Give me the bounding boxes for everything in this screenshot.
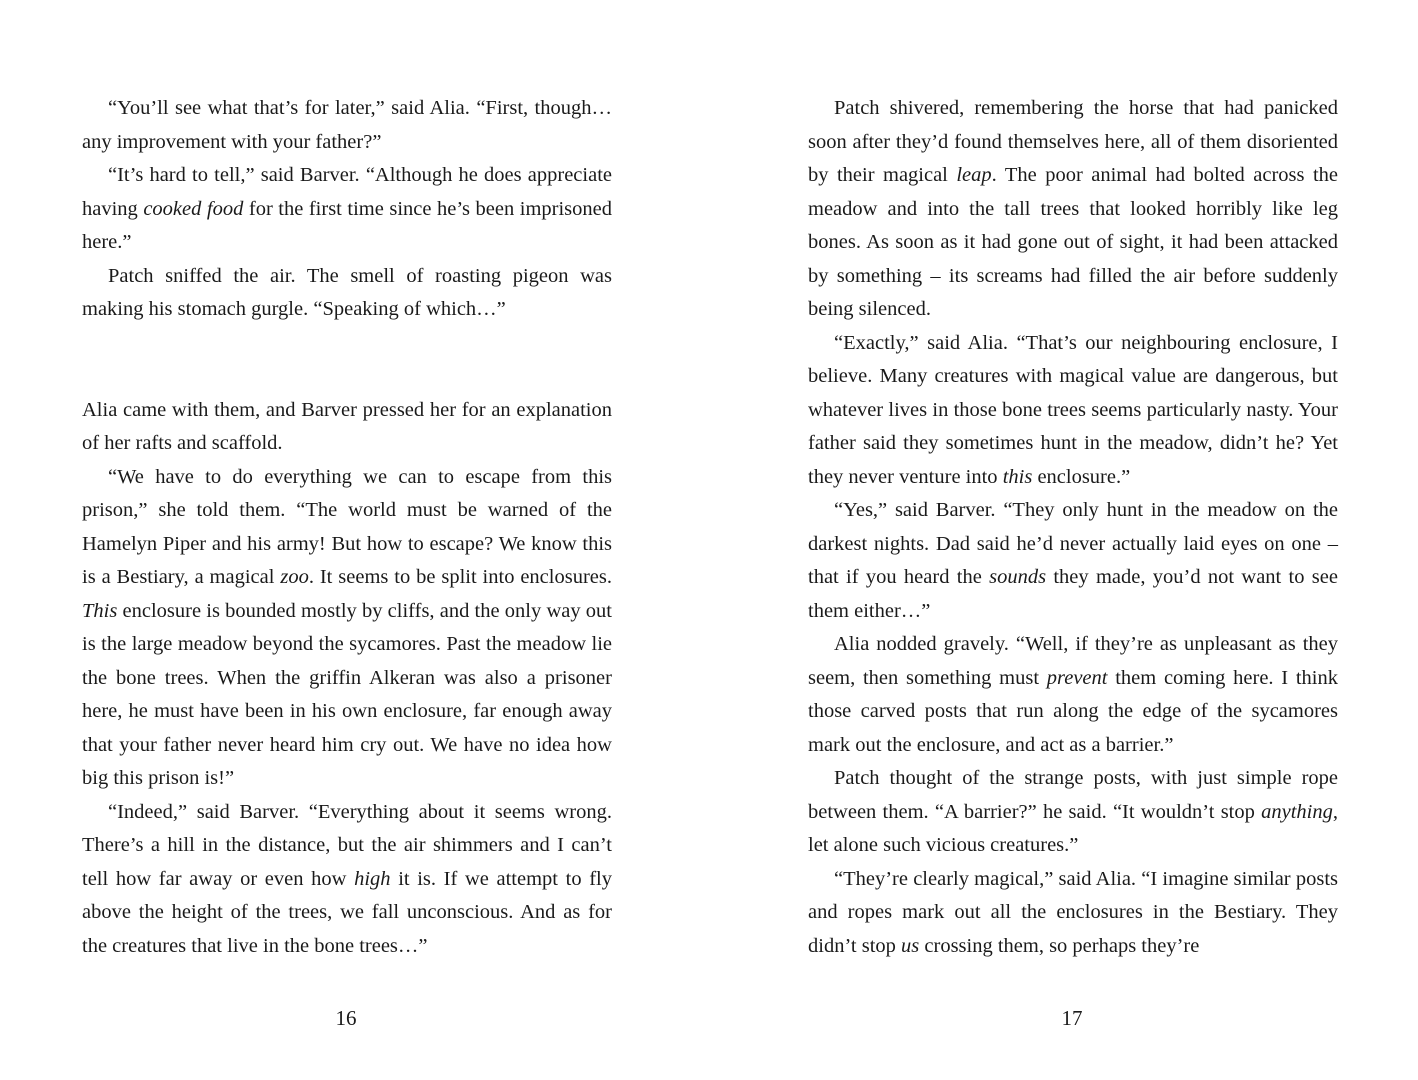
paragraph: Patch shivered, remembering the horse that had panicked soon after they’d found themselves here, all of them disoriented by their magical leap. The poor animal had bolted across the meadow and into the tall trees that looked horribly like leg bones. As soon as it had gone out of sight, it had been attacked by something – its screams had filled the air before suddenly being silenced.: [808, 97, 1338, 320]
italic-text: This: [82, 599, 118, 622]
paragraph: Patch thought of the strange posts, with just simple rope between them. “A barrier?” he said. “It wouldn’t stop anything, let alone such vicious creatures.”: [808, 767, 1338, 856]
paragraph: Patch sniffed the air. The smell of roasting pigeon was making his stomach gurgle. “Speaking of which…”: [82, 264, 612, 320]
page-number-left: 16: [335, 1006, 357, 1030]
paragraph: “Yes,” said Barver. “They only hunt in the meadow on the darkest nights. Dad said he’d never actually laid eyes on one – that if you heard the sounds they made, you’d not want to see them either…”: [808, 499, 1338, 622]
italic-text: high: [354, 867, 391, 890]
italic-text: prevent: [1046, 666, 1108, 689]
paragraph: “Exactly,” said Alia. “That’s our neighbouring enclosure, I believe. Many creatures with magical value are dangerous, but whatever lives in those bone trees seems particularly nasty. Your father said they sometimes hunt in the meadow, didn’t he? Yet they never venture into this enclosure.”: [808, 331, 1338, 488]
italic-text: leap: [956, 164, 992, 186]
right-page: [808, 92, 1338, 972]
italic-text: us: [901, 934, 920, 957]
paragraph: “It’s hard to tell,” said Barver. “Although he does appreciate having cooked food for the first time since he’s been imprisoned here.”: [82, 164, 612, 253]
italic-text: this: [1002, 465, 1033, 488]
paragraph: Alia nodded gravely. “Well, if they’re as unpleasant as they seem, then something must prevent them coming here. I think those carved posts that run along the edge of the sycamores mark out the enclosure, and act as a barrier.”: [808, 633, 1338, 756]
italic-text: zoo: [280, 566, 309, 588]
page-number-right: 17: [1061, 1006, 1083, 1030]
paragraph: “You’ll see what that’s for later,” said Alia. “First, though…any improvement with your father?”: [82, 97, 612, 153]
paragraph: “We have to do everything we can to escape from this prison,” she told them. “The world must be warned of the Hamelyn Piper and his army! But how to escape? We know this is a Bestiary, a magical zoo. It seems to be split into enclosures. This enclosure is bounded mostly by cliffs, and the only way out is the large meadow beyond the sycamores. Past the meadow lie the bone trees. When the griffin Alkeran was also a prisoner here, he must have been in his own enclosure, far enough away that your father never heard him cry out. We have no idea how big this prison is!”: [82, 465, 612, 789]
paragraph: “Indeed,” said Barver. “Everything about it seems wrong. There’s a hill in the distance, but the air shimmers and I can’t tell how far away or even how high it is. If we attempt to fly above the height of the trees, we fall unconscious. And as for the creatures that live in the bone trees…”: [82, 800, 612, 957]
left-page: [82, 92, 612, 972]
paragraph-section-start: Alia came with them, and Barver pressed her for an explanation of her rafts and scaffold.: [82, 398, 612, 454]
paragraph: “They’re clearly magical,” said Alia. “I imagine similar posts and ropes mark out all the enclosures in the Bestiary. They didn’t stop us crossing them, so perhaps they’re: [808, 867, 1338, 957]
italic-text: cooked food: [143, 197, 244, 220]
italic-text: anything: [1261, 800, 1333, 823]
italic-text: sounds: [989, 566, 1047, 588]
